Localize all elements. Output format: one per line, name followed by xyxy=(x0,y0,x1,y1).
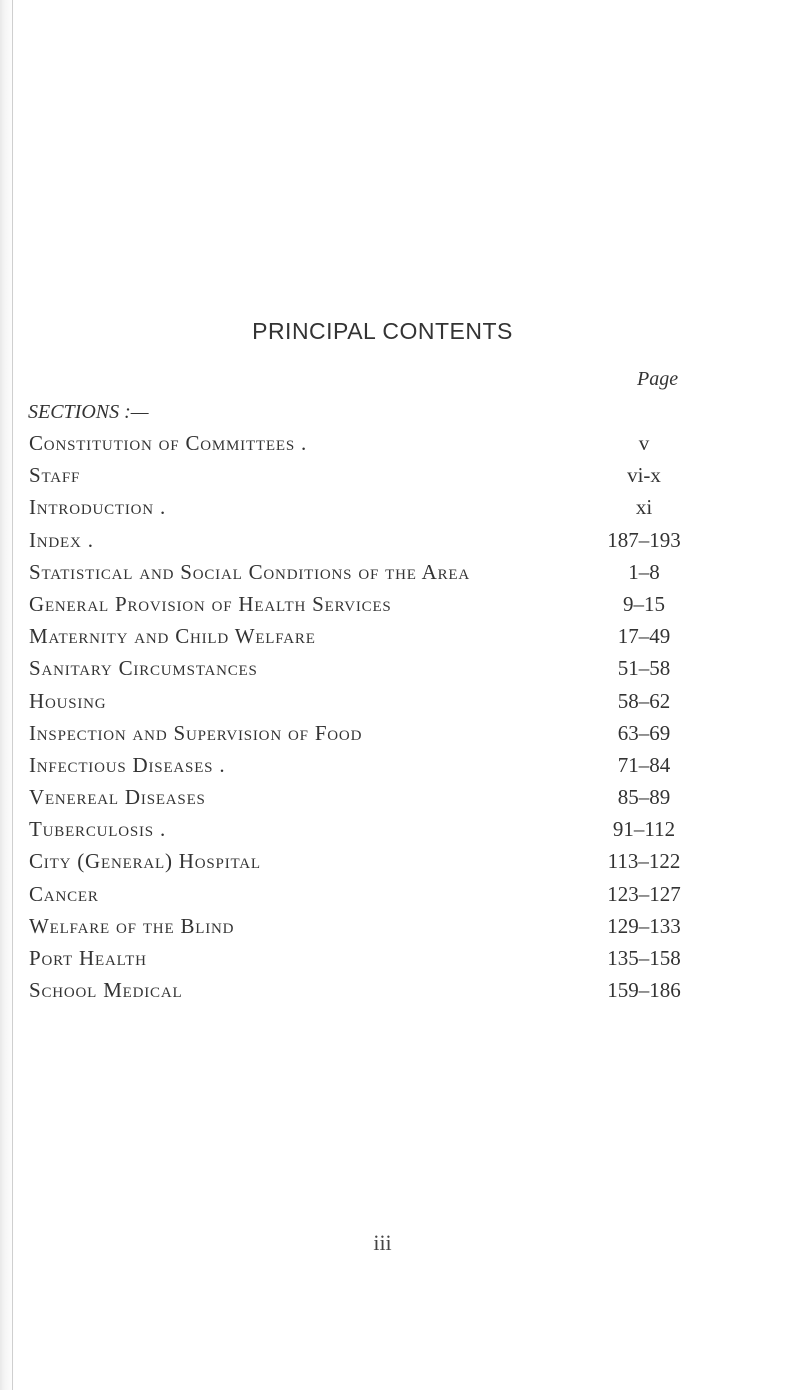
toc-row xyxy=(29,459,709,491)
toc-row xyxy=(29,749,709,781)
toc-entry-title: Port Health xyxy=(29,946,147,970)
sections-label: SECTIONS :— xyxy=(28,401,149,423)
toc-entry-title: Cancer xyxy=(29,881,99,906)
toc-row xyxy=(29,813,709,845)
toc-row xyxy=(29,942,709,974)
toc-row xyxy=(29,717,709,749)
toc-row xyxy=(29,491,709,523)
toc-row xyxy=(29,620,709,652)
toc-entry-page: 17–49 xyxy=(617,624,671,649)
toc-entry-page: 91–112 xyxy=(612,817,676,842)
toc-entry-page: 113–122 xyxy=(607,849,681,874)
toc-entry-title: Statistical and Social Conditions of the Area xyxy=(29,559,470,584)
toc-entry-title: Venereal Diseases xyxy=(29,785,206,810)
toc-entry-page: v xyxy=(638,431,650,455)
toc-entry-title: Staff xyxy=(29,463,81,488)
toc-row xyxy=(29,781,709,813)
toc-entry-page: 1–8 xyxy=(628,559,660,584)
page-binding-line xyxy=(12,0,13,1390)
toc-entry-title: Introduction . xyxy=(29,495,167,520)
page-column-heading: Page xyxy=(637,368,679,390)
toc-entry-page: 51–58 xyxy=(617,656,671,681)
toc-entry-page: 9–15 xyxy=(623,591,665,616)
toc-entry-page: xi xyxy=(635,495,653,520)
toc-entry-page: vi-x xyxy=(627,463,661,488)
toc-row xyxy=(29,974,709,1006)
toc-entry-title: Housing xyxy=(29,688,107,713)
toc-row xyxy=(29,878,709,910)
toc-row xyxy=(29,556,709,588)
toc-entry-title: Inspection and Supervision of Food xyxy=(29,720,363,745)
page-number: iii xyxy=(373,1230,392,1255)
toc-entry-title: City (General) Hospital xyxy=(29,849,261,874)
toc-entry-page: 71–84 xyxy=(617,752,671,777)
toc-row xyxy=(29,910,709,942)
toc-entry-title: Constitution of Committees . xyxy=(29,431,308,455)
toc-row xyxy=(29,427,709,459)
table-of-contents xyxy=(29,427,709,1006)
toc-entry-title: Infectious Diseases . xyxy=(29,752,226,777)
toc-row xyxy=(29,588,709,620)
toc-entry-page: 123–127 xyxy=(607,881,681,906)
page-title: PRINCIPAL CONTENTS xyxy=(252,318,513,344)
toc-entry-page: 63–69 xyxy=(617,720,671,745)
toc-row xyxy=(29,685,709,717)
toc-entry-page: 129–133 xyxy=(607,913,681,938)
toc-entry-title: Index . xyxy=(29,527,94,552)
toc-entry-title: Maternity and Child Welfare xyxy=(29,624,316,649)
toc-row xyxy=(29,845,709,877)
toc-entry-page: 85–89 xyxy=(617,785,671,810)
toc-row xyxy=(29,524,709,556)
toc-row xyxy=(29,652,709,684)
toc-entry-title: Welfare of the Blind xyxy=(29,913,235,938)
toc-entry-page: 135–158 xyxy=(607,946,681,970)
toc-entry-title: Tuberculosis . xyxy=(29,817,167,842)
toc-entry-title: School Medical xyxy=(29,978,183,1003)
toc-entry-page: 187–193 xyxy=(607,527,681,552)
toc-entry-page: 58–62 xyxy=(617,688,671,713)
toc-entry-title: Sanitary Circumstances xyxy=(29,656,258,681)
toc-entry-page: 159–186 xyxy=(607,978,681,1003)
toc-entry-title: General Provision of Health Services xyxy=(29,591,392,616)
